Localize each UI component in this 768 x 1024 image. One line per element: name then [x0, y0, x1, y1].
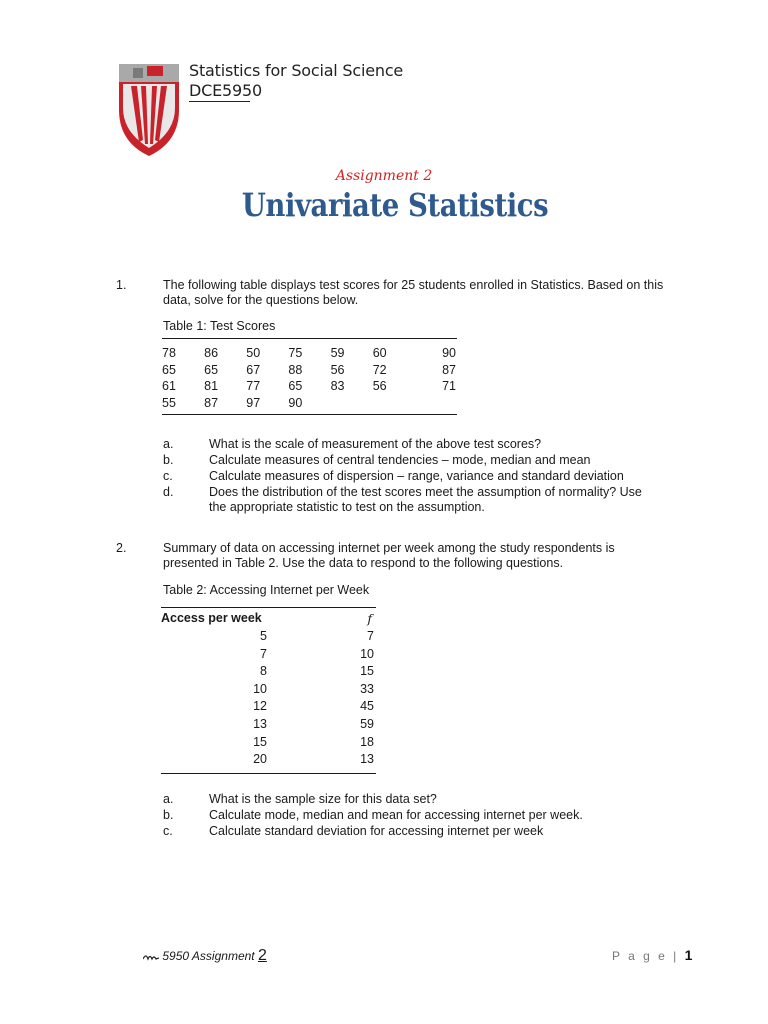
q2-sub-c-text: Calculate standard deviation for accessing internet per week	[209, 824, 544, 838]
q1-sub-b-letter: b.	[163, 453, 174, 467]
footer-left	[143, 947, 267, 965]
table1-cell: 88	[288, 362, 303, 377]
q1-text: The following table displays test scores for 25 students enrolled in Statistics. Based on this data, solve for the questions below.	[163, 278, 664, 307]
table1-cell: 61	[162, 379, 176, 393]
table1-cell: 75	[288, 346, 303, 360]
table1-caption: Table 1: Test Scores	[163, 319, 276, 333]
table1-cell: 71	[442, 379, 456, 393]
table2-header-f: f	[367, 611, 372, 626]
q2-sub-b-letter: b.	[163, 808, 174, 822]
table2-bottom-rule	[161, 773, 376, 774]
table2-access-cell: 10	[253, 681, 267, 696]
table2-header-access: Access per week	[161, 611, 262, 625]
signature-icon	[143, 953, 159, 961]
table1-cell	[331, 395, 373, 412]
table2-access-cell: 12	[253, 699, 267, 714]
table1-cell: 72	[372, 362, 387, 377]
footer-page-number: 1	[684, 947, 693, 963]
q2-sub-a-letter: a.	[163, 792, 174, 806]
table2-f-cell: 45	[360, 699, 374, 714]
course-title: Statistics for Social Science	[189, 61, 404, 80]
q1-sub-d-letter: d.	[163, 485, 174, 499]
table2-header	[161, 608, 376, 628]
table1-cell: 65	[204, 362, 219, 377]
table1-cell: 65	[162, 362, 176, 377]
table2-row	[161, 628, 376, 646]
q1-sub-a-text: What is the scale of measurement of the above test scores?	[209, 437, 542, 451]
q2-text: Summary of data on accessing internet per week among the study respondents is presented in Table 2. Use the data to respond to the following questions.	[163, 541, 615, 570]
course-code-underline	[189, 101, 250, 102]
table1-cell: 60	[372, 346, 387, 360]
table2-access-cell: 13	[253, 716, 267, 731]
table1-cell: 50	[246, 346, 261, 360]
table1-cell: 86	[204, 346, 219, 360]
table1-cell: 77	[246, 379, 261, 393]
q1-number: 1.	[116, 278, 127, 292]
table2-row	[161, 663, 376, 681]
q2-sub-c-letter: c.	[163, 824, 173, 838]
q2-number: 2.	[116, 541, 127, 555]
table1-cell: 97	[246, 395, 261, 410]
table1-grid	[162, 339, 457, 414]
table1-cell: 90	[288, 395, 303, 410]
table2-row	[161, 698, 376, 716]
footer-page	[612, 947, 692, 963]
table1-cell: 81	[204, 379, 219, 393]
table2-access-cell: 8	[260, 664, 267, 679]
table1-cell: 65	[288, 379, 303, 393]
table2-body	[161, 628, 376, 769]
table1-cell: 87	[204, 395, 219, 410]
table1-cell: 87	[442, 362, 456, 377]
table2-row	[161, 751, 376, 769]
footer-page-label: P a g e |	[612, 949, 679, 963]
table2-row	[161, 646, 376, 664]
table1-cell: 83	[330, 379, 345, 393]
table1-cell: 56	[330, 362, 345, 377]
table2-f-cell: 10	[360, 646, 374, 661]
q1-sub-c-letter: c.	[163, 469, 173, 483]
table1-bottom-rule	[162, 414, 457, 415]
table2-f-cell: 7	[367, 629, 374, 643]
table2-access-cell: 15	[253, 734, 267, 749]
table2-f-cell: 18	[360, 734, 374, 749]
table1-cell: 55	[162, 395, 176, 410]
table1-cell: 90	[442, 346, 456, 360]
table2-f-cell: 15	[360, 664, 374, 679]
q1-sub-b-text: Calculate measures of central tendencies – mode, median and mean	[209, 453, 591, 467]
q1-sub-a-letter: a.	[163, 437, 174, 451]
table2-f-cell: 33	[360, 681, 374, 696]
table2	[161, 607, 376, 774]
table2-row	[161, 734, 376, 752]
table1-cell	[415, 395, 457, 412]
table1-cell: 56	[372, 379, 387, 393]
q1-sub-d-text: Does the distribution of the test scores meet the assumption of normality? Use the appropriate statistic to test on the assumption.	[209, 485, 642, 514]
table2-access-cell: 20	[253, 752, 267, 767]
page-title: Univariate Statistics	[241, 186, 549, 224]
table1-cell: 78	[162, 346, 176, 360]
table2-access-cell: 7	[260, 646, 267, 661]
q1-sub-c-text: Calculate measures of dispersion – range, variance and standard deviation	[209, 469, 624, 483]
table1-cell	[373, 395, 415, 412]
table1	[162, 338, 457, 415]
table2-caption: Table 2: Accessing Internet per Week	[163, 583, 370, 597]
footer-prefix: 5950 Assignment	[162, 949, 258, 963]
course-code: DCE5950	[189, 81, 262, 100]
university-logo-icon	[117, 62, 181, 158]
table1-cell: 67	[246, 362, 261, 377]
table2-access-cell: 5	[260, 629, 267, 643]
q2-sub-b-text: Calculate mode, median and mean for accessing internet per week.	[209, 808, 583, 822]
table2-row	[161, 681, 376, 699]
assignment-label: Assignment 2	[335, 168, 433, 184]
table2-row	[161, 716, 376, 734]
q2-sub-a-text: What is the sample size for this data set?	[209, 792, 437, 806]
table2-f-cell: 59	[360, 716, 374, 731]
table1-cell: 59	[330, 346, 345, 360]
footer-assign-number: 2	[257, 947, 267, 964]
table2-f-cell: 13	[360, 752, 374, 767]
